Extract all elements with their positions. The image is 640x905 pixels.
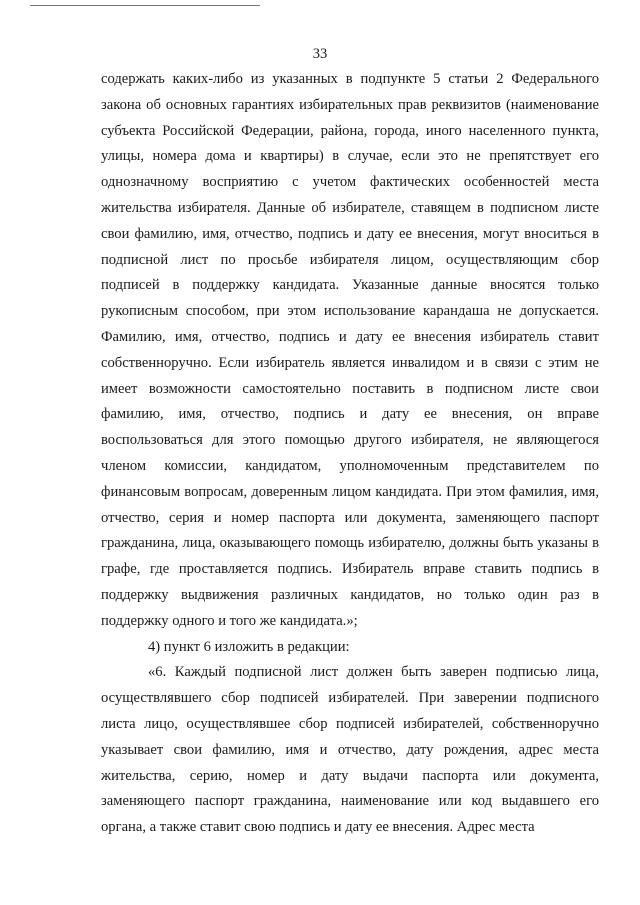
page-number: 33	[312, 46, 328, 62]
document-body	[101, 67, 599, 841]
paragraph-point-6: «6. Каждый подписной лист должен быть заверен подписью лица, осуществлявшего сбор подписей избирателей. При заверении подписного листа лицо, осуществлявшее сбор подписей избирателей, собственноручно указывает свои фамилию, имя и отчество, дату рождения, адрес места жительства, серию, номер и дату выдачи паспорта или документа, заменяющего паспорт гражданина, наименование или код выдавшего его органа, а также ставит свою подпись и дату ее внесения. Адрес места	[101, 664, 599, 836]
paragraph-item-4: 4) пункт 6 изложить в редакции:	[148, 638, 350, 655]
paragraph-continuation: содержать каких-либо из указанных в подпункте 5 статьи 2 Федерального закона об основных гарантиях избирательных прав реквизитов (наименование субъекта Российской Федерации, района, города, иного населенного пункта, улицы, номера дома и квартиры) в случае, если это не препятствует его однозначному восприятию с учетом фактических особенностей места жительства избирателя. Данные об избирателе, ставящем в подписном листе свои фамилию, имя, отчество, подпись и дату ее внесения, могут вноситься в подписной лист по просьбе избирателя лицом, осуществляющим сбор подписей в поддержку кандидата. Указанные данные вносятся только рукописным способом, при этом использование карандаша не допускается. Фамилию, имя, отчество, подпись и дату ее внесения избиратель ставит собственноручно. Если избиратель является инвалидом и в связи с этим не имеет возможности самостоятельно поставить в подписном листе свои фамилию, имя, отчество, подпись и дату ее внесения, он вправе воспользоваться для этого помощью другого избирателя, не являющегося членом комиссии, кандидатом, уполномоченным представителем по финансовым вопросам, доверенным лицом кандидата. При этом фамилия, имя, отчество, серия и номер паспорта или документа, заменяющего паспорт гражданина, лица, оказывающего помощь избирателю, должны быть указаны в графе, где проставляется подпись. Избиратель вправе ставить подпись в поддержку выдвижения различных кандидатов, но только один раз в поддержку одного и того же кандидата.»;	[101, 71, 599, 629]
scan-edge-line	[30, 5, 260, 6]
